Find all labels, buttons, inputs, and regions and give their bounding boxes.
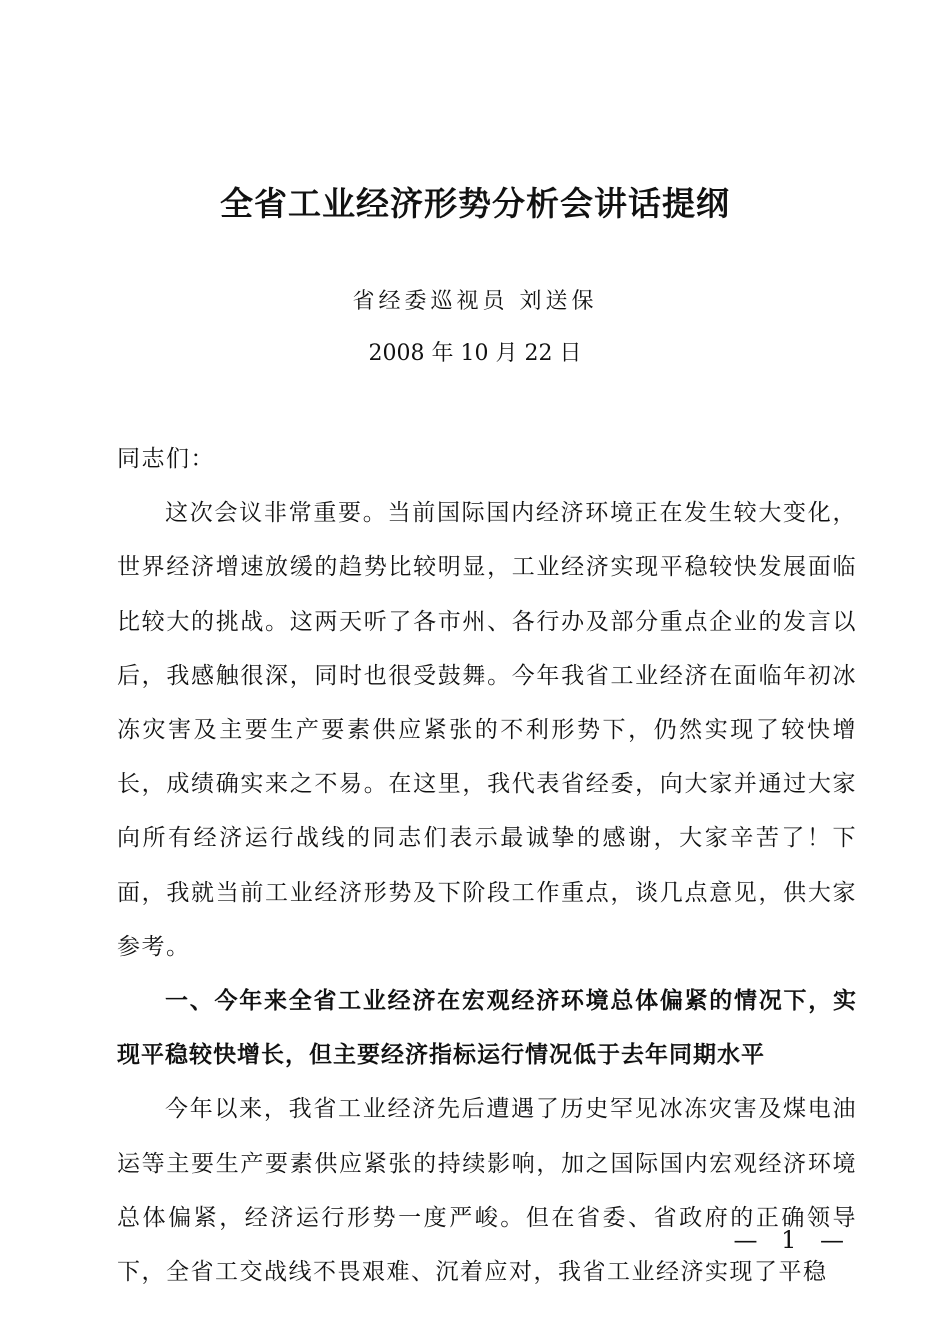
section-paragraph: 今年以来，我省工业经济先后遭遇了历史罕见冰冻灾害及煤电油运等主要生产要素供应紧张的持续影响，加之国际国内宏观经济环境总体偏紧，经济运行形势一度严峻。但在省委、省政府的正确领导下，全省工交战线不畏艰难、沉着应对，我省工业经济实现了平稳 [117,1096,857,1286]
salutation: 同志们： [117,446,215,472]
document-title: 全省工业经济形势分析会讲话提纲 [220,184,730,223]
author-byline: 省经委巡视员 刘送保 [352,289,598,314]
section-heading: 一、今年来全省工业经济在宏观经济环境总体偏紧的情况下，实现平稳较快增长，但主要经济指标运行情况低于去年同期水平 [117,988,857,1069]
speech-date: 2008 年 10 月 22 日 [368,341,582,366]
opening-paragraph: 这次会议非常重要。当前国际国内经济环境正在发生较大变化，世界经济增速放缓的趋势比较明显，工业经济实现平稳较快发展面临比较大的挑战。这两天听了各市州、各行办及部分重点企业的发言以后，我感触很深，同时也很受鼓舞。今年我省工业经济在面临年初冰冻灾害及主要生产要素供应紧张的不利形势下，仍然实现了较快增长，成绩确实来之不易。在这里，我代表省经委，向大家并通过大家向所有经济运行战线的同志们表示最诚挚的感谢，大家辛苦了！下面，我就当前工业经济形势及下阶段工作重点，谈几点意见，供大家参考。 [117,500,857,960]
page-number: — 1 — [733,1226,852,1254]
document-body [117,432,857,1299]
